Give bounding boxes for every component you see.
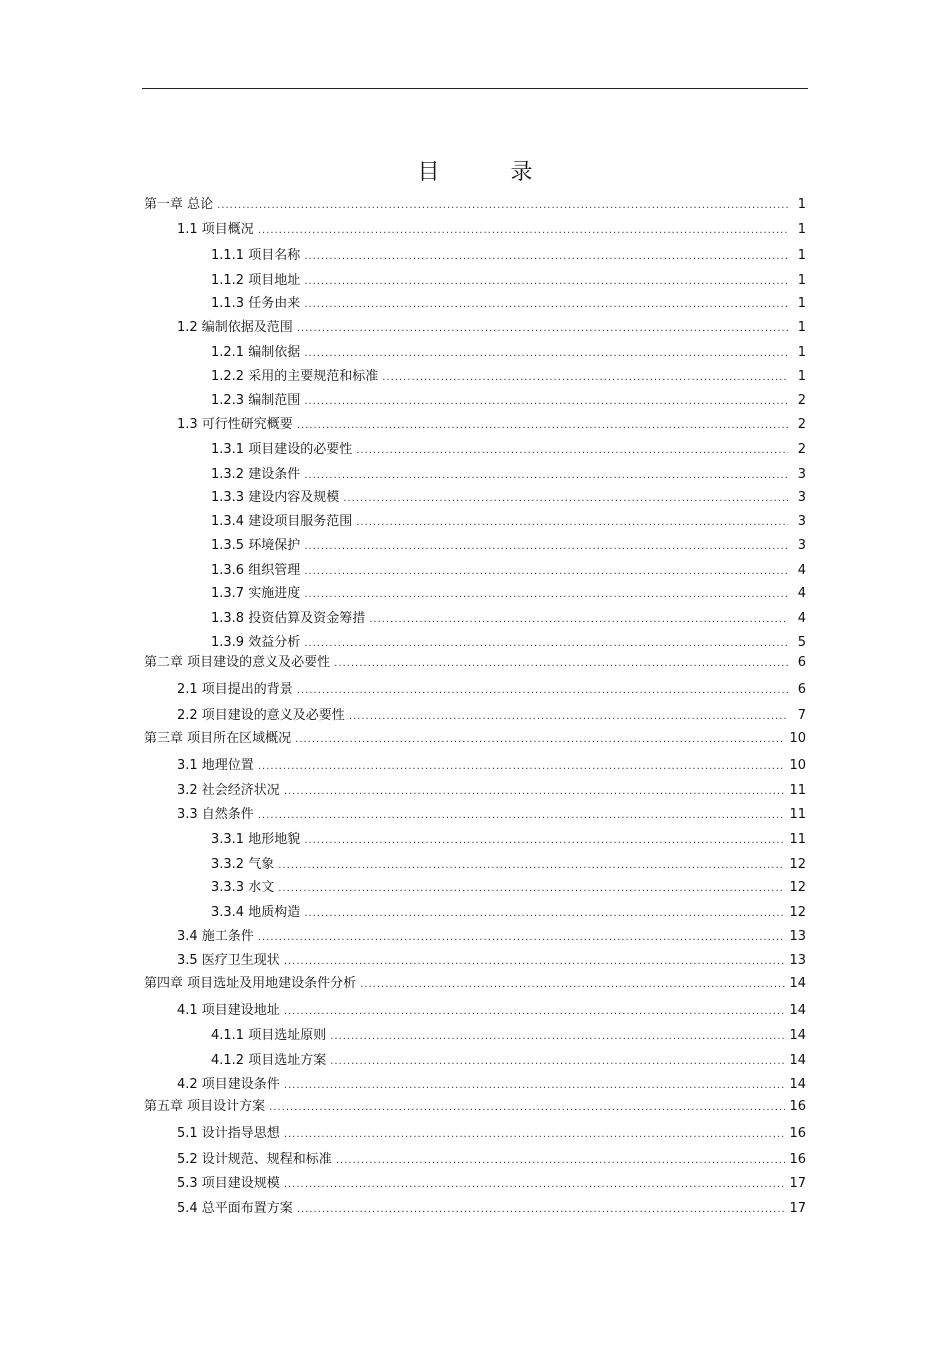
toc-entry[interactable] bbox=[211, 610, 806, 628]
toc-entry-page: 11 bbox=[789, 807, 806, 822]
toc-leader-dots bbox=[356, 514, 788, 532]
toc-leader-dots bbox=[269, 1099, 785, 1117]
toc-entry[interactable] bbox=[211, 513, 806, 531]
toc-entry[interactable] bbox=[177, 221, 806, 239]
toc-entry[interactable] bbox=[211, 392, 806, 410]
toc-entry[interactable] bbox=[211, 585, 806, 603]
toc-entry-label: 1.3.2 建设条件 bbox=[211, 467, 301, 482]
toc-entry-page: 16 bbox=[789, 1152, 806, 1167]
toc-entry-label: 1.3.1 项目建设的必要性 bbox=[211, 442, 353, 457]
toc-entry-page: 5 bbox=[797, 635, 806, 650]
toc-entry-page: 4 bbox=[797, 563, 806, 578]
toc-entry[interactable] bbox=[211, 537, 806, 555]
toc-title: 目 录 bbox=[417, 160, 565, 185]
toc-entry[interactable] bbox=[177, 1076, 806, 1094]
toc-entry-label: 1.3.9 效益分析 bbox=[211, 635, 301, 650]
toc-entry-page: 2 bbox=[797, 417, 806, 432]
toc-entry-page: 13 bbox=[789, 953, 806, 968]
toc-entry-page: 1 bbox=[797, 296, 806, 311]
toc-leader-dots bbox=[284, 1077, 786, 1095]
toc-leader-dots bbox=[278, 880, 785, 898]
toc-entry-label: 1.2 编制依据及范围 bbox=[177, 320, 293, 335]
toc-entry-page: 3 bbox=[797, 538, 806, 553]
toc-entry-label: 5.1 设计指导思想 bbox=[177, 1126, 280, 1141]
toc-leader-dots bbox=[258, 929, 786, 947]
toc-entry-page: 11 bbox=[789, 832, 806, 847]
toc-entry-page: 7 bbox=[797, 708, 806, 723]
toc-entry[interactable] bbox=[177, 707, 806, 725]
toc-leader-dots bbox=[304, 393, 788, 411]
toc-entry-label: 第四章 项目选址及用地建设条件分析 bbox=[144, 976, 357, 991]
toc-entry[interactable] bbox=[211, 247, 806, 265]
toc-entry[interactable] bbox=[211, 634, 806, 652]
toc-entry[interactable] bbox=[177, 319, 806, 337]
toc-entry-page: 11 bbox=[789, 783, 806, 798]
toc-leader-dots bbox=[304, 248, 788, 266]
toc-leader-dots bbox=[336, 1152, 786, 1170]
toc-entry-page: 14 bbox=[789, 1003, 806, 1018]
toc-entry[interactable] bbox=[144, 1098, 806, 1116]
toc-entry[interactable] bbox=[211, 562, 806, 580]
toc-entry-page: 14 bbox=[789, 1028, 806, 1043]
toc-entry[interactable] bbox=[211, 856, 806, 874]
toc-entry-label: 4.1.1 项目选址原则 bbox=[211, 1028, 327, 1043]
toc-entry[interactable] bbox=[177, 1125, 806, 1143]
toc-entry-label: 4.2 项目建设条件 bbox=[177, 1077, 280, 1092]
toc-entry-label: 2.1 项目提出的背景 bbox=[177, 682, 293, 697]
toc-entry-page: 13 bbox=[789, 929, 806, 944]
toc-leader-dots bbox=[382, 369, 788, 387]
toc-leader-dots bbox=[258, 758, 786, 776]
toc-entry-page: 2 bbox=[797, 442, 806, 457]
toc-entry-page: 17 bbox=[789, 1176, 806, 1191]
toc-entry[interactable] bbox=[211, 272, 806, 290]
toc-entry[interactable] bbox=[177, 1200, 806, 1218]
toc-entry-label: 3.1 地理位置 bbox=[177, 758, 254, 773]
toc-entry-page: 16 bbox=[789, 1126, 806, 1141]
toc-entry-label: 1.3.4 建设项目服务范围 bbox=[211, 514, 353, 529]
toc-leader-dots bbox=[284, 953, 786, 971]
toc-leader-dots bbox=[297, 320, 788, 338]
toc-entry-page: 6 bbox=[797, 682, 806, 697]
toc-leader-dots bbox=[297, 1201, 786, 1219]
toc-leader-dots bbox=[284, 783, 786, 801]
toc-entry[interactable] bbox=[211, 466, 806, 484]
toc-entry-page: 10 bbox=[789, 758, 806, 773]
toc-entry-label: 1.3 可行性研究概要 bbox=[177, 417, 293, 432]
toc-entry-page: 3 bbox=[797, 490, 806, 505]
toc-leader-dots bbox=[304, 635, 788, 653]
toc-entry-page: 17 bbox=[789, 1201, 806, 1216]
toc-entry[interactable] bbox=[144, 654, 806, 672]
toc-leader-dots bbox=[369, 611, 788, 629]
toc-entry-label: 第一章 总论 bbox=[144, 197, 214, 212]
toc-leader-dots bbox=[304, 273, 788, 291]
toc-entry[interactable] bbox=[211, 1027, 806, 1045]
toc-leader-dots bbox=[217, 197, 788, 215]
toc-entry-label: 3.3.1 地形地貌 bbox=[211, 832, 301, 847]
toc-leader-dots bbox=[284, 1003, 786, 1021]
toc-entry[interactable] bbox=[211, 831, 806, 849]
toc-entry-label: 1.1.2 项目地址 bbox=[211, 273, 301, 288]
toc-entry-page: 16 bbox=[789, 1099, 806, 1114]
toc-leader-dots bbox=[334, 655, 788, 673]
toc-entry[interactable] bbox=[211, 879, 806, 897]
toc-entry[interactable] bbox=[177, 928, 806, 946]
toc-entry-page: 12 bbox=[789, 857, 806, 872]
toc-entry-label: 5.2 设计规范、规程和标准 bbox=[177, 1152, 332, 1167]
toc-entry-page: 12 bbox=[789, 905, 806, 920]
toc-entry[interactable] bbox=[177, 416, 806, 434]
toc-entry-page: 1 bbox=[797, 320, 806, 335]
toc-leader-dots bbox=[304, 563, 788, 581]
toc-entry-label: 3.3.3 水文 bbox=[211, 880, 275, 895]
toc-entry-label: 3.5 医疗卫生现状 bbox=[177, 953, 280, 968]
toc-leader-dots bbox=[304, 832, 785, 850]
toc-entry-label: 1.3.3 建设内容及规模 bbox=[211, 490, 340, 505]
toc-leader-dots bbox=[356, 442, 788, 460]
toc-entry[interactable] bbox=[211, 295, 806, 313]
toc-leader-dots bbox=[330, 1053, 785, 1071]
toc-leader-dots bbox=[349, 708, 788, 726]
toc-entry-label: 1.2.1 编制依据 bbox=[211, 345, 301, 360]
toc-entry[interactable] bbox=[177, 806, 806, 824]
toc-entry-page: 1 bbox=[797, 369, 806, 384]
toc-entry[interactable] bbox=[211, 344, 806, 362]
toc-entry[interactable] bbox=[177, 782, 806, 800]
toc-entry-label: 3.3.4 地质构造 bbox=[211, 905, 301, 920]
toc-entry-page: 10 bbox=[789, 731, 806, 746]
toc-leader-dots bbox=[330, 1028, 785, 1046]
toc-leader-dots bbox=[297, 417, 788, 435]
toc-entry-label: 1.3.7 实施进度 bbox=[211, 586, 301, 601]
toc-leader-dots bbox=[304, 296, 788, 314]
toc-entry-label: 1.1 项目概况 bbox=[177, 222, 254, 237]
toc-entry-label: 1.1.1 项目名称 bbox=[211, 248, 301, 263]
toc-entry-page: 4 bbox=[797, 611, 806, 626]
toc-entry[interactable] bbox=[144, 975, 806, 993]
toc-entry-page: 4 bbox=[797, 586, 806, 601]
toc-leader-dots bbox=[295, 731, 785, 749]
toc-entry-label: 4.1.2 项目选址方案 bbox=[211, 1053, 327, 1068]
toc-entry-label: 3.4 施工条件 bbox=[177, 929, 254, 944]
toc-entry-page: 14 bbox=[789, 976, 806, 991]
toc-entry[interactable] bbox=[144, 730, 806, 748]
toc-entry-label: 5.4 总平面布置方案 bbox=[177, 1201, 293, 1216]
toc-leader-dots bbox=[360, 976, 785, 994]
toc-leader-dots bbox=[304, 538, 788, 556]
toc-entry[interactable] bbox=[177, 952, 806, 970]
toc-entry-page: 1 bbox=[797, 248, 806, 263]
toc-entry[interactable] bbox=[177, 1002, 806, 1020]
toc-entry-page: 3 bbox=[797, 514, 806, 529]
toc-leader-dots bbox=[304, 905, 785, 923]
toc-leader-dots bbox=[284, 1126, 786, 1144]
toc-entry-label: 3.3 自然条件 bbox=[177, 807, 254, 822]
toc-entry-page: 6 bbox=[797, 655, 806, 670]
toc-entry-page: 1 bbox=[797, 222, 806, 237]
toc-entry-label: 3.3.2 气象 bbox=[211, 857, 275, 872]
toc-entry-label: 1.3.6 组织管理 bbox=[211, 563, 301, 578]
toc-entry-label: 第五章 项目设计方案 bbox=[144, 1099, 266, 1114]
toc-leader-dots bbox=[304, 586, 788, 604]
toc-leader-dots bbox=[304, 467, 788, 485]
toc-entry[interactable] bbox=[177, 757, 806, 775]
toc-entry[interactable] bbox=[177, 681, 806, 699]
toc-entry[interactable] bbox=[177, 1151, 806, 1169]
toc-leader-dots bbox=[297, 682, 788, 700]
toc-leader-dots bbox=[284, 1176, 786, 1194]
toc-entry[interactable] bbox=[211, 1052, 806, 1070]
toc-entry-page: 1 bbox=[797, 345, 806, 360]
toc-entry-label: 1.1.3 任务由来 bbox=[211, 296, 301, 311]
toc-entry-page: 14 bbox=[789, 1077, 806, 1092]
toc-entry-page: 2 bbox=[797, 393, 806, 408]
toc-entry-label: 第二章 项目建设的意义及必要性 bbox=[144, 655, 331, 670]
toc-entry-page: 12 bbox=[789, 880, 806, 895]
toc-entry-label: 4.1 项目建设地址 bbox=[177, 1003, 280, 1018]
toc-leader-dots bbox=[258, 807, 786, 825]
toc-entry-label: 2.2 项目建设的意义及必要性 bbox=[177, 708, 345, 723]
toc-entry-label: 3.2 社会经济状况 bbox=[177, 783, 280, 798]
toc-entry[interactable] bbox=[177, 1175, 806, 1193]
toc-leader-dots bbox=[343, 490, 788, 508]
toc-leader-dots bbox=[258, 222, 788, 240]
toc-entry-page: 1 bbox=[797, 273, 806, 288]
toc-entry[interactable] bbox=[211, 441, 806, 459]
toc-entry[interactable] bbox=[211, 489, 806, 507]
toc-entry[interactable] bbox=[211, 904, 806, 922]
toc-entry-label: 1.3.8 投资估算及资金筹措 bbox=[211, 611, 366, 626]
toc-entry-label: 第三章 项目所在区域概况 bbox=[144, 731, 292, 746]
toc-entry-page: 3 bbox=[797, 467, 806, 482]
toc-leader-dots bbox=[278, 857, 785, 875]
toc-leader-dots bbox=[304, 345, 788, 363]
toc-entry-label: 1.3.5 环境保护 bbox=[211, 538, 301, 553]
toc-entry[interactable] bbox=[211, 368, 806, 386]
toc-entry-page: 1 bbox=[797, 197, 806, 212]
toc-entry-label: 1.2.3 编制范围 bbox=[211, 393, 301, 408]
toc-entry-label: 5.3 项目建设规模 bbox=[177, 1176, 280, 1191]
toc-entry-page: 14 bbox=[789, 1053, 806, 1068]
toc-entry[interactable] bbox=[144, 196, 806, 214]
toc-entry-label: 1.2.2 采用的主要规范和标准 bbox=[211, 369, 379, 384]
